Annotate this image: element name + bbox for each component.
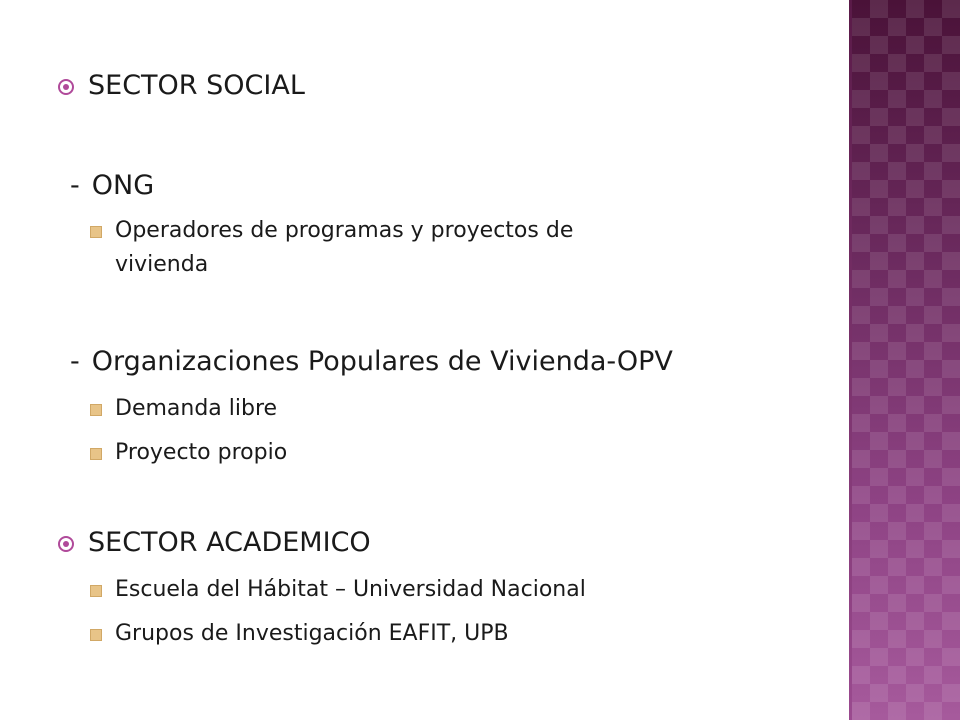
list-item — [115, 577, 586, 602]
list-item-text: Escuela del Hábitat – Universidad Nacional — [115, 577, 586, 602]
subheading-text: ONG — [91, 170, 155, 201]
list-item — [115, 440, 287, 465]
dash-icon: - — [70, 346, 80, 377]
subheading-ong — [70, 170, 154, 201]
list-item-text: vivienda — [115, 252, 209, 277]
list-item-continuation — [115, 252, 208, 277]
square-bullet-icon — [90, 629, 102, 641]
list-item-text: Operadores de programas y proyectos de — [115, 218, 574, 243]
subheading-text: Organizaciones Populares de Vivienda-OPV — [91, 346, 673, 377]
list-item — [115, 621, 509, 646]
square-bullet-icon — [90, 448, 102, 460]
dash-icon: - — [70, 170, 80, 201]
circle-bullet-icon — [58, 79, 74, 95]
square-bullet-icon — [90, 226, 102, 238]
list-item-text: Demanda libre — [115, 396, 278, 421]
subheading-opv — [70, 346, 673, 377]
heading-text: SECTOR ACADEMICO — [88, 527, 371, 558]
heading-sector-academico — [88, 527, 371, 558]
list-item — [115, 396, 277, 421]
square-bullet-icon — [90, 404, 102, 416]
heading-text: SECTOR SOCIAL — [88, 70, 305, 101]
decorative-sidebar — [852, 0, 960, 720]
list-item-text: Proyecto propio — [115, 440, 288, 465]
square-bullet-icon — [90, 585, 102, 597]
list-item — [115, 218, 573, 243]
list-item-text: Grupos de Investigación EAFIT, UPB — [115, 621, 509, 646]
circle-bullet-icon — [58, 536, 74, 552]
heading-sector-social — [88, 70, 305, 101]
